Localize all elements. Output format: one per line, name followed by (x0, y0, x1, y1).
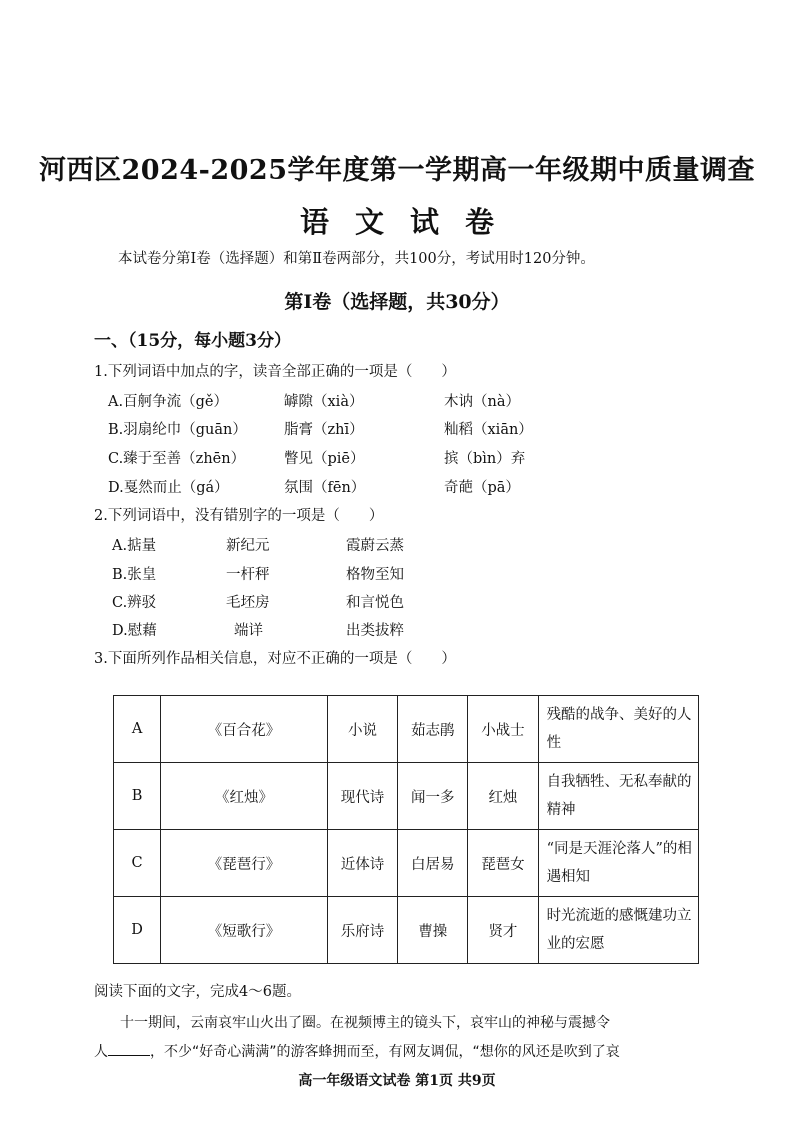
table-cell-genre: 小说 (327, 696, 397, 763)
q2-option-b-3: 格物至知 (346, 567, 404, 583)
q2-option-c-1: C.辨驳 (112, 595, 157, 611)
q2-option-a-1: A.掂量 (112, 538, 157, 554)
table-cell-genre: 现代诗 (327, 763, 397, 830)
part-heading: 一、（15分，每小题3分） (94, 331, 291, 351)
table-cell-work: 《短歌行》 (161, 897, 328, 964)
table-cell-image: 红烛 (468, 763, 538, 830)
q2-option-d-3: 出类拔粹 (346, 623, 404, 639)
table-row (114, 696, 699, 763)
q1-option-d-1: D.戛然而止（gá） (108, 480, 229, 496)
works-table (113, 695, 699, 964)
reading-intro: 阅读下面的文字，完成4～6题。 (94, 984, 301, 1000)
q2-option-c-2: 毛坯房 (226, 595, 270, 611)
table-cell-genre: 乐府诗 (327, 897, 397, 964)
table-cell-work: 《百合花》 (161, 696, 328, 763)
q1-option-c-3: 摈（bìn）弃 (444, 451, 526, 467)
q1-option-b-1: B.羽扇纶巾（guān） (108, 422, 247, 438)
table-cell-theme: 时光流逝的感慨建功立业的宏愿 (538, 897, 698, 964)
exam-notice: 本试卷分第Ⅰ卷（选择题）和第Ⅱ卷两部分，共100分，考试用时120分钟。 (118, 251, 595, 267)
table-cell-author: 闻一多 (398, 763, 468, 830)
q1-option-d-3: 奇葩（pā） (444, 480, 520, 496)
table-cell-image: 贤才 (468, 897, 538, 964)
table-cell-option: D (114, 897, 161, 964)
passage-line-2-rest: ，不少“好奇心满满”的游客蜂拥而至，有网友调侃，“想你的风还是吹到了哀 (150, 1044, 620, 1060)
question-2-stem: 2.下列词语中，没有错别字的一项是（ ） (94, 508, 384, 524)
q2-option-b-2: 一杆秤 (226, 567, 270, 583)
table-cell-author: 曹操 (398, 897, 468, 964)
q2-option-d-2: 端详 (234, 623, 263, 639)
table-cell-theme: “同是天涯沦落人”的相遇相知 (538, 830, 698, 897)
exam-title: 河西区2024-2025学年度第一学期高一年级期中质量调查 (39, 155, 755, 186)
table-cell-genre: 近体诗 (327, 830, 397, 897)
question-1-stem: 1.下列词语中加点的字，读音全部正确的一项是（ ） (94, 364, 456, 380)
q1-option-c-2: 瞥见（piē） (284, 451, 365, 467)
table-cell-work: 《琵琶行》 (161, 830, 328, 897)
table-cell-image: 小战士 (468, 696, 538, 763)
page-footer: 高一年级语文试卷 第1页 共9页 (298, 1073, 496, 1089)
question-3-stem: 3.下面所列作品相关信息，对应不正确的一项是（ ） (94, 651, 456, 667)
q2-option-d-1: D.慰藉 (112, 623, 157, 639)
table-row (114, 897, 699, 964)
exam-subtitle: 语文试卷 (299, 205, 520, 239)
table-cell-theme: 自我牺牲、无私奉献的精神 (538, 763, 698, 830)
table-cell-option: B (114, 763, 161, 830)
section-heading: 第Ⅰ卷（选择题，共30分） (284, 291, 510, 313)
q1-option-a-2: 罅隙（xià） (284, 394, 364, 410)
fill-blank (108, 1043, 150, 1056)
passage-line-2-start: 人 (94, 1044, 108, 1060)
table-cell-theme: 残酷的战争、美好的人性 (538, 696, 698, 763)
q1-option-b-3: 籼稻（xiān） (444, 422, 533, 438)
table-cell-work: 《红烛》 (161, 763, 328, 830)
q1-option-a-3: 木讷（nà） (444, 394, 520, 410)
q1-option-c-1: C.臻于至善（zhēn） (108, 451, 246, 467)
q2-option-c-3: 和言悦色 (346, 595, 404, 611)
table-cell-option: C (114, 830, 161, 897)
q2-option-a-3: 霞蔚云蒸 (346, 538, 404, 554)
passage-line-1: 十一期间，云南哀牢山火出了圈。在视频博主的镜头下，哀牢山的神秘与震撼令 (120, 1015, 610, 1031)
table-row (114, 763, 699, 830)
table-cell-image: 琵琶女 (468, 830, 538, 897)
passage-line-2 (94, 1041, 620, 1061)
table-row (114, 830, 699, 897)
q2-option-a-2: 新纪元 (226, 538, 270, 554)
q1-option-b-2: 脂膏（zhī） (284, 422, 364, 438)
q2-option-b-1: B.张皇 (112, 567, 157, 583)
q1-option-a-1: A.百舸争流（gě） (108, 394, 228, 410)
table-cell-option: A (114, 696, 161, 763)
table-cell-author: 茹志鹃 (398, 696, 468, 763)
table-cell-author: 白居易 (398, 830, 468, 897)
q1-option-d-2: 氛围（fēn） (284, 480, 366, 496)
